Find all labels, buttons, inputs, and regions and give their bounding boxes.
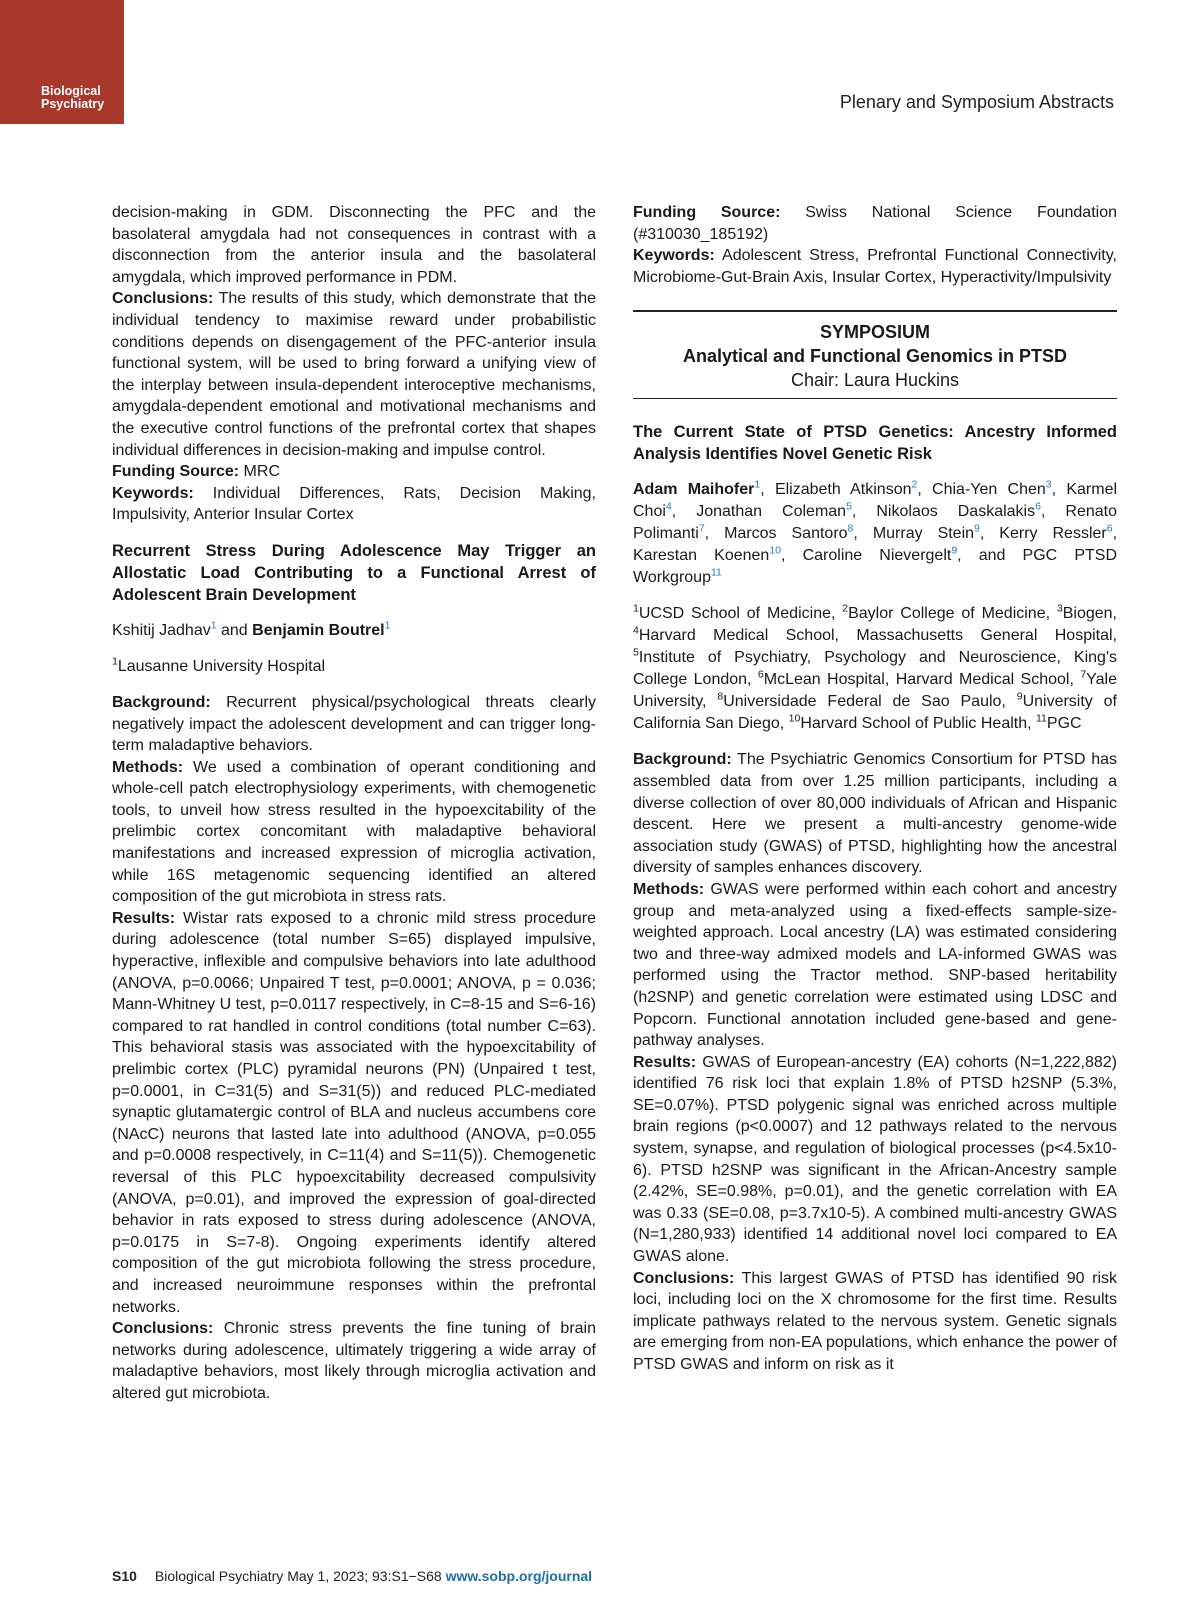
affiliation-text: Harvard Medical School, Massachusetts General Hospital, — [638, 627, 1117, 645]
author-name: Kerry Ressler — [999, 525, 1107, 543]
conclusions-paragraph: Conclusions: Chronic stress prevents the fine tuning of brain networks during adolescence, ultimately triggering a wide array of maladaptive behaviors, most likely through microglia activation and altered gut microbiota. — [112, 1320, 596, 1402]
symposium-chair: Chair: Laura Huckins — [790, 370, 960, 391]
affiliation-text: Yale University, — [633, 671, 1117, 711]
author-name: Marcos Santoro — [724, 525, 848, 543]
symposium-title: Analytical and Functional Genomics in PTSD — [682, 346, 1068, 367]
symposium-header — [633, 312, 1117, 398]
affiliation-text: Baylor College of Medicine, — [848, 605, 1057, 623]
author-name: Chia-Yen Chen — [932, 481, 1046, 499]
affiliation-number: 11 — [1036, 713, 1047, 726]
author-affiliation-ref[interactable]: 4 — [665, 501, 672, 514]
author-affiliation-ref[interactable]: 6 — [1035, 501, 1041, 514]
methods-paragraph: Methods: GWAS were performed within each cohort and ancestry group and meta-analyzed using a fixed-effects sample-size-weighted approach. Local ancestry (LA) was estimated considering two and three-way admixed models and LA-informed GWAS was performed using the Tractor method. SNP-based heritability (h2SNP) and genetic correlation were estimated using LDSC and Popcorn. Functional annotation included gene-based and gene-pathway analyses. — [633, 880, 1117, 1050]
background-paragraph: Background: The Psychiatric Genomics Consortium for PTSD has assembled data from over 1.25 million participants, including a diverse collection of over 80,000 individuals of African and Hispanic descent. Here we present a multi-ancestry genome-wide association study (GWAS) of PTSD, highlighting how the ancestral diversity of samples enhances discovery. — [633, 751, 1117, 877]
author-name: Murray Stein — [872, 525, 975, 543]
keywords-paragraph: Keywords: Adolescent Stress, Prefrontal Functional Connectivity, Microbiome-Gut-Brain Axis, Insular Cortex, Hyperactivity/Impulsivity — [633, 247, 1117, 286]
affiliation-text: Universidade Federal de Sao Paulo, — [723, 693, 1017, 711]
page-footer — [112, 1568, 592, 1584]
author-list: Adam Maihofer$^1$, Elizabeth Atkinson$^2$, Chia-Yen Chen$^3$, Karmel Choi$^4$, Jonathan Coleman$^5$, Nikolaos Daskalakis$^6$, Renato Polimanti$^7$, Marcos Santoro$^8$, Murray Stein$^9$, Kerry Ressler$^6$, Karestan Koenen$^{10}$, Caroline Nievergelt$^9$, and PGC PTSD Workgroup$^{11}$ — [633, 479, 1118, 587]
page-number: S10 — [112, 1568, 137, 1584]
citation: Biological Psychiatry May 1, 2023; 93:S1−S68 — [154, 1568, 446, 1584]
right-column — [633, 202, 1117, 1376]
conclusions-paragraph: Conclusions: The results of this study, which demonstrate that the individual tendency to maximise reward under probabilistic conditions depends on disengagement of the PFC-anterior insula functional system, will be used to bring forward a unifying view of the interplay between insula-dependent interoceptive mechanisms, amygdala-dependent emotional and motivational mechanisms and the executive control functions of the prefrontal cortex that shapes individual differences in decision-making and impulse control. — [112, 290, 596, 459]
affiliation-number: 10 — [788, 713, 801, 726]
affiliation-number: 1 — [633, 603, 639, 616]
journal-logo — [0, 0, 124, 124]
author-affiliation-ref[interactable]: 2 — [911, 479, 918, 492]
author-affiliation-ref[interactable]: 6 — [1106, 523, 1113, 536]
affiliation-text: PGC — [1046, 715, 1082, 733]
funding-paragraph: Funding Source: Swiss National Science Foundation (#310030_185192) — [633, 204, 1117, 243]
affiliation-number: 3 — [1056, 603, 1063, 616]
section-header: Plenary and Symposium Abstracts — [839, 92, 1114, 112]
results-paragraph: Results: Wistar rats exposed to a chronic mild stress procedure during adolescence (total number S=65) displayed impulsive, hyperactive, inflexible and compulsive behaviors into late adulthood (ANOVA, p=0.0066; Unpaired T test, p=0.0001; ANOVA, p = 0.036; Mann-Whitney U test, p=0.0117 respectively, in C=8-15 and S=6-16) compared to rat handled in control conditions (total number C=63). This behavioral stasis was associated with the hypoexcitability of prelimbic cortex (PLC) pyramidal neurons (PN) (Unpaired t test, p=0.0001, in C=31(5) and S=31(5)) and reduced PLC-mediated synaptic glutamatergic control of BLA and nucleus accumbens core (NAcC) neurons that lasted late into adulthood (ANOVA, p=0.055 and p=0.0008 respectively, in C=11(4) and S=11(5)). Chemogenetic reversal of this PLC hypoexcitability decreased compulsivity (ANOVA, p=0.01), and improved the expression of goal-directed behavior in rats exposed to stress during adolescence (ANOVA, p=0.0175 in S=7-8). Ongoing experiments identify altered composition of the gut microbiota following the stress procedure, and increased neuroimmune responses within the prefrontal networks. — [112, 909, 596, 1316]
author-name: Karestan Koenen — [633, 547, 770, 565]
affiliation-text: Institute of Psychiatry, Psychology and Neuroscience, King's College London, — [633, 649, 1117, 689]
affiliation-list — [633, 603, 1117, 735]
affiliation: $^1$Lausanne University Hospital — [112, 655, 326, 675]
author-name: Elizabeth Atkinson — [774, 481, 912, 499]
affiliation-text: UCSD School of Medicine, — [638, 605, 843, 623]
left-column — [112, 202, 596, 1405]
affiliation-text: Biogen, — [1062, 605, 1117, 623]
affiliation-text: McLean Hospital, Harvard Medical School, — [763, 671, 1081, 689]
author-name: PGC PTSD Workgroup — [633, 547, 1117, 587]
affiliation-number: 7 — [1080, 669, 1087, 682]
author-list: Kshitij Jadhav$^1$ and Benjamin Boutrel$^1$ — [112, 619, 391, 639]
affiliation-text: University of California San Diego, — [633, 693, 1117, 733]
author-affiliation-ref[interactable]: 8 — [847, 523, 854, 536]
author-name: Caroline Nievergelt — [802, 547, 952, 565]
abstract-title: The Current State of PTSD Genetics: Ancestry Informed Analysis Identifies Novel Genetic Risk — [633, 423, 1117, 464]
background-paragraph: Background: Recurrent physical/psychological threats clearly negatively impact the adolescent development and can trigger long-term maladaptive behaviors. — [112, 693, 596, 755]
author-affiliation-ref[interactable]: 9 — [951, 545, 958, 558]
keywords-paragraph: Keywords: Individual Differences, Rats, Decision Making, Impulsivity, Anterior Insular Cortex — [112, 484, 596, 524]
affiliation-number: 2 — [842, 603, 849, 616]
affiliation-number: 6 — [757, 669, 764, 682]
author-affiliation-ref[interactable]: 5 — [846, 501, 852, 514]
author-affiliation-ref[interactable]: 1 — [754, 479, 761, 492]
journal-link[interactable]: www.sobp.org/journal — [445, 1568, 593, 1584]
affiliation-text: Harvard School of Public Health, — [800, 715, 1036, 733]
results-paragraph: Results: GWAS of European-ancestry (EA) cohorts (N=1,222,882) identified 76 risk loci that explain 1.8% of PTSD h2SNP (5.3%, SE=0.07%). PTSD polygenic signal was enriched across multiple brain regions (p<0.0007) and 12 pathways related to the nervous system, synapse, and regulation of biological processes (p<4.5x10-6). PTSD h2SNP was significant in the African-Ancestry sample (2.42%, SE=0.98%, p=0.01), and the genetic correlation with EA was 0.33 (SE=0.08, p=3.7x10-5). A combined multi-ancestry GWAS (N=1,280,933) identified 14 additional novel loci compared to EA GWAS alone. — [633, 1053, 1117, 1266]
author-affiliation-ref[interactable]: 3 — [1045, 479, 1052, 492]
affiliation-number: 5 — [633, 647, 639, 660]
author-name: Renato Polimanti — [633, 503, 1117, 543]
affiliation-number: 4 — [633, 625, 639, 638]
funding-paragraph: Funding Source: MRC — [112, 463, 280, 481]
author-name: Karmel Choi — [633, 481, 1118, 521]
author-name: Jonathan Coleman — [696, 503, 847, 521]
conclusions-paragraph: Conclusions: This largest GWAS of PTSD has identified 90 risk loci, including loci on the X chromosome for the first time. Results implicate pathways related to the nervous system. Genetic signals are emerging from non-EA populations, which enhance the power of PTSD GWAS and inform on risk as it — [633, 1269, 1117, 1373]
author-affiliation-ref[interactable]: 11 — [710, 567, 722, 580]
symposium-label: SYMPOSIUM — [819, 322, 930, 343]
author-name: Nikolaos Daskalakis — [876, 503, 1036, 521]
author-affiliation-ref[interactable]: 10 — [769, 545, 782, 558]
author-affiliation-ref[interactable]: 7 — [698, 523, 705, 536]
affiliation-number: 9 — [1016, 691, 1023, 704]
author-name: Adam Maihofer — [633, 481, 755, 499]
abstract-title: Recurrent Stress During Adolescence May Trigger an Allostatic Load Contributing to a Functional Arrest of Adolescent Brain Development — [112, 541, 596, 604]
methods-paragraph: Methods: We used a combination of operant conditioning and whole-cell patch electrophysiology experiments, with chemogenetic tools, to unveil how stress resulted in the hypoexcitability of the prelimbic cortex concomitant with maladaptive behavioral manifestations and increased expression of microglia activation, while 16S metagenomic sequencing identified an altered composition of the gut microbiota in stress rats. — [112, 758, 596, 906]
author-affiliation-ref[interactable]: 9 — [974, 523, 980, 536]
paragraph: decision-making in GDM. Disconnecting the PFC and the basolateral amygdala had not consequences in contrast with a disconnection from the anterior insula and the basolateral amygdala, which improved performance in PDM. — [112, 204, 596, 286]
affiliation-number: 8 — [717, 691, 724, 704]
journal-logo-text: Biological Psychiatry — [41, 84, 105, 111]
